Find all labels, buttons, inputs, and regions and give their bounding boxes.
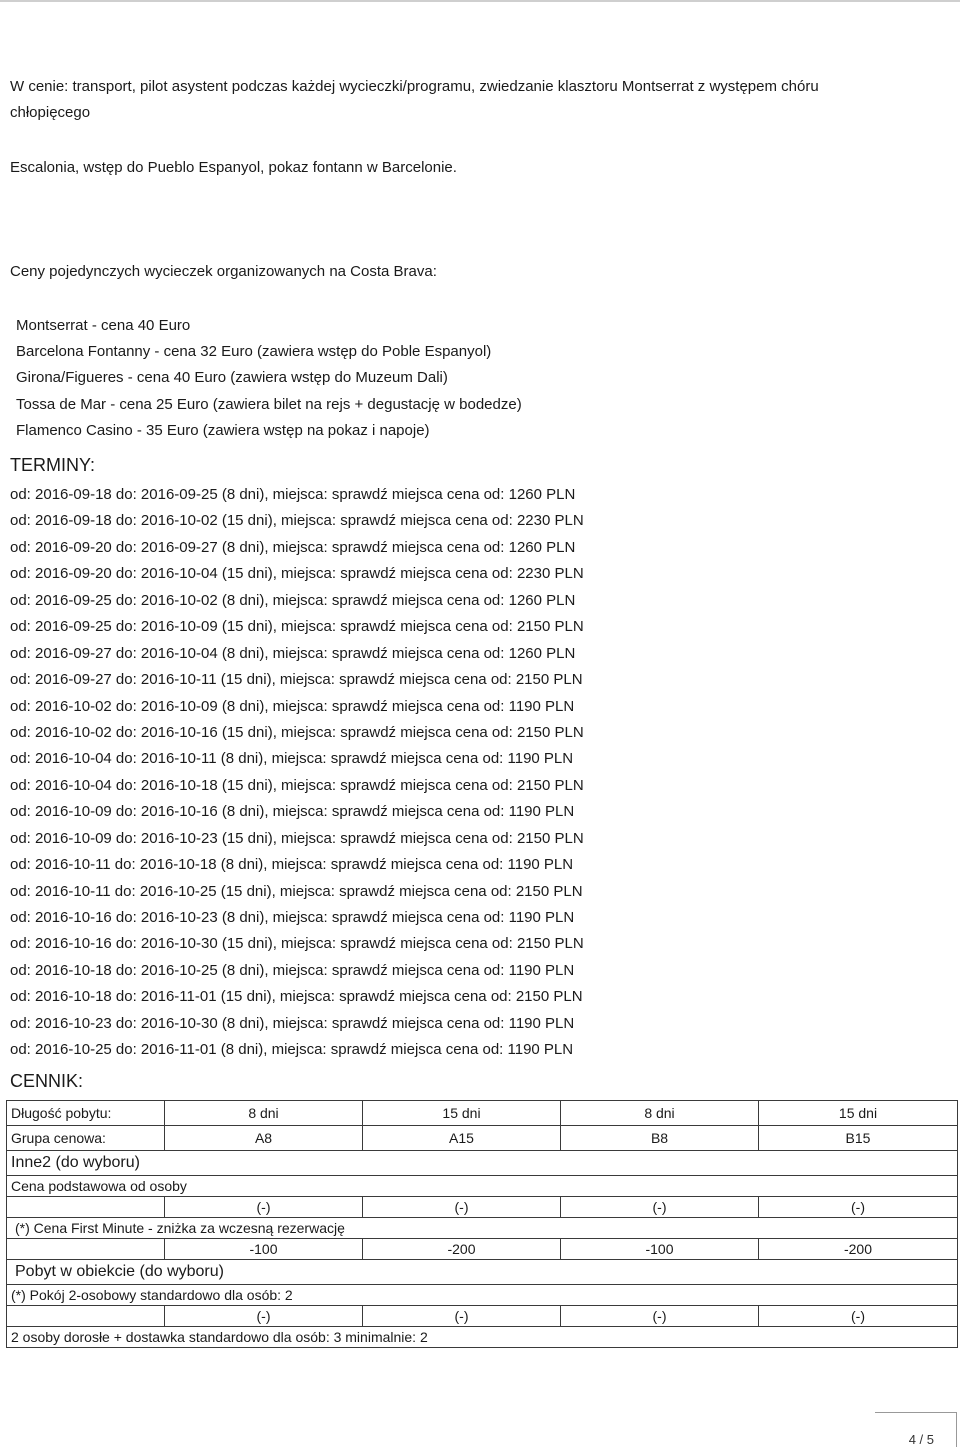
table-cell: (-)	[363, 1197, 561, 1218]
list-item: od: 2016-10-09 do: 2016-10-16 (8 dni), miejsca: sprawdź miejsca cena od: 1190 PLN	[10, 803, 575, 821]
intro-line-1: W cenie: transport, pilot asystent podczas każdej wycieczki/programu, zwiedzanie klasztoru Montserrat z występem chóru	[10, 78, 819, 95]
intro-line-2: chłopięcego	[10, 104, 91, 121]
list-item: od: 2016-10-04 do: 2016-10-18 (15 dni), miejsca: sprawdź miejsca cena od: 2150 PLN	[10, 776, 584, 794]
footer-rule	[875, 1412, 957, 1413]
page-number: 4 / 5	[908, 1432, 934, 1447]
table-cell: -200	[759, 1239, 958, 1260]
excursions-list	[16, 313, 522, 444]
table-row	[7, 1151, 958, 1176]
table-row	[7, 1126, 958, 1151]
list-item: od: 2016-10-09 do: 2016-10-23 (15 dni), miejsca: sprawdź miejsca cena od: 2150 PLN	[10, 829, 584, 847]
table-cell: 8 dni	[561, 1101, 759, 1126]
table-cell: (-)	[759, 1197, 958, 1218]
price-table	[6, 1100, 958, 1348]
list-item: Barcelona Fontanny - cena 32 Euro (zawiera wstęp do Poble Espanyol)	[16, 343, 492, 361]
table-cell: 15 dni	[759, 1101, 958, 1126]
list-item: Flamenco Casino - 35 Euro (zawiera wstęp na pokaz i napoje)	[16, 421, 430, 439]
stay-label: Długość pobytu:	[7, 1101, 165, 1126]
table-cell: A15	[363, 1126, 561, 1151]
table-row	[7, 1239, 958, 1260]
table-cell: (-)	[165, 1306, 363, 1327]
table-row	[7, 1176, 958, 1197]
list-item: od: 2016-10-18 do: 2016-10-25 (8 dni), miejsca: sprawdź miejsca cena od: 1190 PLN	[10, 961, 575, 979]
table-row	[7, 1218, 958, 1239]
list-item: od: 2016-10-16 do: 2016-10-23 (8 dni), miejsca: sprawdź miejsca cena od: 1190 PLN	[10, 909, 575, 926]
list-item: od: 2016-09-18 do: 2016-10-02 (15 dni), miejsca: sprawdź miejsca cena od: 2230 PLN	[10, 512, 584, 530]
table-row	[7, 1197, 958, 1218]
list-item: od: 2016-09-18 do: 2016-09-25 (8 dni), miejsca: sprawdź miejsca cena od: 1260 PLN	[10, 486, 576, 503]
group-label: Grupa cenowa:	[7, 1126, 165, 1151]
table-cell: 8 dni	[165, 1101, 363, 1126]
table-cell: (-)	[165, 1197, 363, 1218]
list-item: od: 2016-10-18 do: 2016-11-01 (15 dni), miejsca: sprawdź miejsca cena od: 2150 PLN	[10, 988, 583, 1006]
list-item: od: 2016-09-25 do: 2016-10-02 (8 dni), miejsca: sprawdź miejsca cena od: 1260 PLN	[10, 591, 576, 609]
table-row	[7, 1327, 958, 1348]
top-rule	[0, 0, 960, 2]
table-cell: B15	[759, 1126, 958, 1151]
table-cell	[7, 1197, 165, 1218]
intro-line-3: Escalonia, wstęp do Pueblo Espanyol, pokaz fontann w Barcelonie.	[10, 159, 457, 176]
first-minute-label: (*) Cena First Minute - zniżka za wczesną rezerwację	[7, 1218, 958, 1239]
table-cell: A8	[165, 1126, 363, 1151]
pricelist-heading: CENNIK:	[10, 1071, 84, 1091]
table-cell: -200	[363, 1239, 561, 1260]
footer-rule	[956, 1412, 957, 1447]
list-item: od: 2016-10-25 do: 2016-11-01 (8 dni), miejsca: sprawdź miejsca cena od: 1190 PLN	[10, 1041, 574, 1059]
terms-heading: TERMINY:	[10, 455, 96, 475]
list-item: od: 2016-10-16 do: 2016-10-30 (15 dni), miejsca: sprawdź miejsca cena od: 2150 PLN	[10, 935, 584, 953]
list-item: od: 2016-10-02 do: 2016-10-16 (15 dni), miejsca: sprawdź miejsca cena od: 2150 PLN	[10, 723, 584, 741]
list-item: Tossa de Mar - cena 25 Euro (zawiera bilet na rejs + degustację w bodedze)	[16, 395, 522, 413]
table-row	[7, 1260, 958, 1285]
table-cell	[7, 1239, 165, 1260]
table-cell: (-)	[561, 1306, 759, 1327]
table-cell: -100	[561, 1239, 759, 1260]
table-row	[7, 1285, 958, 1306]
table-cell: (-)	[759, 1306, 958, 1327]
list-item: od: 2016-09-27 do: 2016-10-11 (15 dni), miejsca: sprawdź miejsca cena od: 2150 PLN	[10, 671, 583, 689]
table-cell: (-)	[363, 1306, 561, 1327]
table-cell: B8	[561, 1126, 759, 1151]
room-label: (*) Pokój 2-osobowy standardowo dla osób: 2	[7, 1285, 958, 1306]
list-item: Girona/Figueres - cena 40 Euro (zawiera wstęp do Muzeum Dali)	[16, 369, 448, 387]
section-title: Pobyt w obiekcie (do wyboru)	[7, 1260, 958, 1285]
table-row	[7, 1306, 958, 1327]
list-item: od: 2016-10-04 do: 2016-10-11 (8 dni), miejsca: sprawdź miejsca cena od: 1190 PLN	[10, 750, 574, 768]
excursions-heading: Ceny pojedynczych wycieczek organizowanych na Costa Brava:	[10, 263, 437, 280]
table-row	[7, 1101, 958, 1126]
base-price-label: Cena podstawowa od osoby	[7, 1176, 958, 1197]
list-item: od: 2016-09-27 do: 2016-10-04 (8 dni), miejsca: sprawdź miejsca cena od: 1260 PLN	[10, 644, 576, 662]
list-item: Montserrat - cena 40 Euro	[16, 317, 191, 334]
list-item: od: 2016-09-20 do: 2016-09-27 (8 dni), miejsca: sprawdź miejsca cena od: 1260 PLN	[10, 538, 576, 556]
table-cell: (-)	[561, 1197, 759, 1218]
list-item: od: 2016-10-23 do: 2016-10-30 (8 dni), miejsca: sprawdź miejsca cena od: 1190 PLN	[10, 1014, 575, 1032]
list-item: od: 2016-09-20 do: 2016-10-04 (15 dni), miejsca: sprawdź miejsca cena od: 2230 PLN	[10, 565, 584, 583]
section-title: Inne2 (do wyboru)	[7, 1151, 958, 1176]
list-item: od: 2016-10-11 do: 2016-10-18 (8 dni), miejsca: sprawdź miejsca cena od: 1190 PLN	[10, 856, 574, 874]
list-item: od: 2016-10-02 do: 2016-10-09 (8 dni), miejsca: sprawdź miejsca cena od: 1190 PLN	[10, 697, 575, 715]
intro-paragraph	[10, 74, 940, 126]
extra-bed-label: 2 osoby dorosłe + dostawka standardowo dla osób: 3 minimalnie: 2	[7, 1327, 958, 1348]
table-cell: -100	[165, 1239, 363, 1260]
table-cell	[7, 1306, 165, 1327]
terms-list	[10, 482, 584, 1064]
list-item: od: 2016-09-25 do: 2016-10-09 (15 dni), miejsca: sprawdź miejsca cena od: 2150 PLN	[10, 618, 584, 636]
list-item: od: 2016-10-11 do: 2016-10-25 (15 dni), miejsca: sprawdź miejsca cena od: 2150 PLN	[10, 882, 583, 900]
table-cell: 15 dni	[363, 1101, 561, 1126]
